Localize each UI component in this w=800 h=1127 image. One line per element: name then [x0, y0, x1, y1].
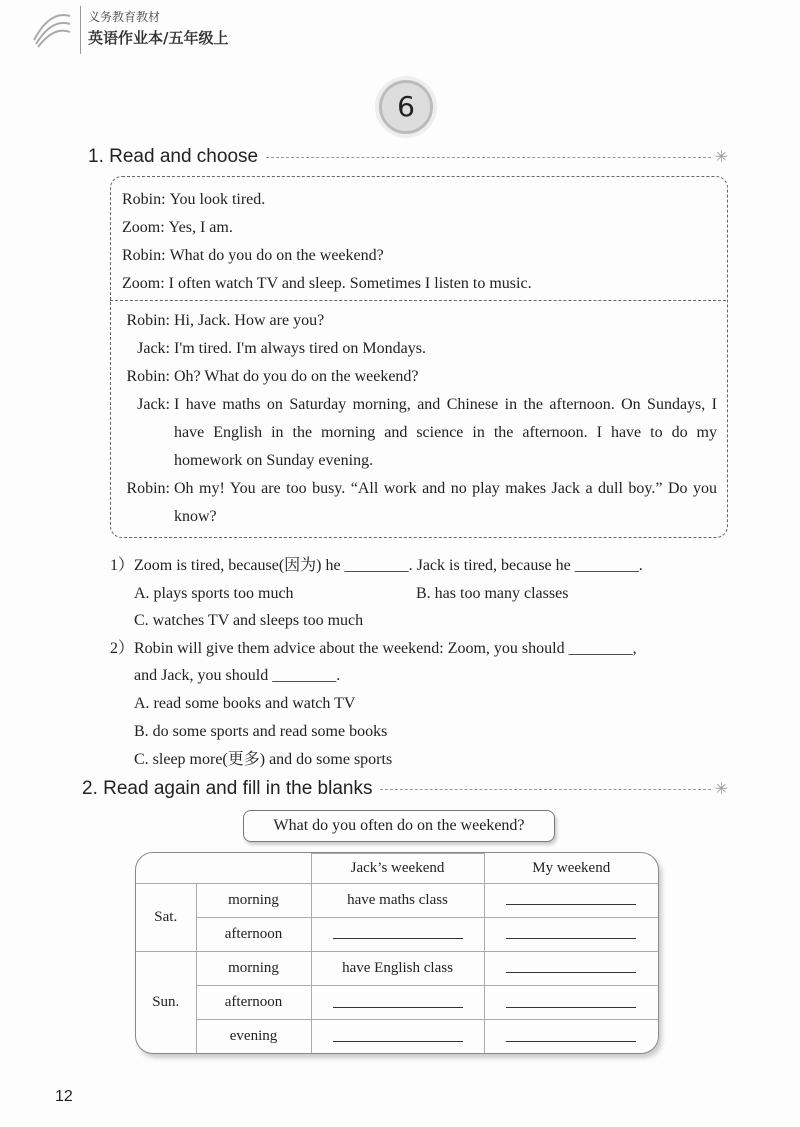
time-cell: afternoon [196, 917, 311, 951]
header-jack: Jack’s weekend [311, 854, 484, 884]
question-2-cont: and Jack, you should ________. [134, 667, 341, 684]
unit-number: 6 [379, 80, 433, 134]
speaker: Zoom: [122, 275, 165, 292]
time-cell: morning [196, 883, 311, 917]
table-row [136, 985, 658, 1019]
jack-blank[interactable] [311, 985, 484, 1019]
line-text: I'm tired. I'm always tired on Mondays. [174, 340, 426, 357]
book-title: 英语作业本/五年级上 [88, 29, 229, 47]
section-2-title: 2. Read again and fill in the blanks [82, 778, 373, 799]
table-row [136, 951, 658, 985]
q2-option-b: B. do some sports and read some books [134, 723, 388, 740]
table-row [136, 883, 658, 917]
q1-option-a: A. plays sports too much [134, 585, 294, 602]
q2-option-c: C. sleep more(更多) and do some sports [134, 751, 393, 768]
dialogue-line [122, 391, 717, 475]
dialogue-line [122, 214, 717, 242]
header-divider [80, 6, 81, 54]
q1-option-b: B. has too many classes [416, 585, 569, 602]
speaker: Robin: [126, 480, 170, 497]
weekend-table [135, 852, 659, 1054]
speaker: Zoom: [122, 219, 165, 236]
dialogue-2 [122, 307, 717, 531]
question-1: 1）Zoom is tired, because(因为) he ________. Jack is tired, because he ________. [110, 557, 643, 574]
speaker: Robin: [122, 191, 166, 208]
dialogue-divider [110, 300, 726, 301]
line-text: I have maths on Saturday morning, and Chinese in the afternoon. On Sundays, I have English in the morning and science in the afternoon. I have to do my homework on Sunday evening. [174, 396, 717, 469]
dialogue-line [122, 186, 717, 214]
jack-cell: have English class [311, 951, 484, 985]
q2-option-a: A. read some books and watch TV [134, 695, 356, 712]
star-icon: ✳ [714, 781, 728, 798]
publisher-logo-icon [30, 10, 72, 50]
line-text: What do you do on the weekend? [169, 247, 384, 264]
dialogue-line [122, 363, 717, 391]
table-row [136, 1020, 658, 1053]
table-row [136, 917, 658, 951]
line-text: Oh? What do you do on the weekend? [174, 368, 419, 385]
my-blank[interactable] [484, 883, 658, 917]
line-text: Yes, I am. [168, 219, 233, 236]
star-icon: ✳ [714, 149, 728, 166]
prompt-bubble: What do you often do on the weekend? [243, 810, 555, 842]
day-sat: Sat. [136, 883, 196, 951]
speaker: Jack: [137, 340, 170, 357]
section-1-title: 1. Read and choose [88, 146, 259, 167]
q1-option-c: C. watches TV and sleeps too much [134, 612, 364, 629]
time-cell: morning [196, 951, 311, 985]
jack-cell: have maths class [311, 883, 484, 917]
header-my: My weekend [484, 854, 658, 884]
line-text: Hi, Jack. How are you? [174, 312, 325, 329]
my-blank[interactable] [484, 951, 658, 985]
question-2: 2）Robin will give them advice about the weekend: Zoom, you should ________, [110, 640, 637, 657]
dialogue-line [122, 475, 717, 531]
series-label: 义务教育教材 [88, 10, 161, 24]
my-blank[interactable] [484, 985, 658, 1019]
speaker: Robin: [126, 312, 170, 329]
page-number: 12 [55, 1088, 73, 1105]
jack-blank[interactable] [311, 917, 484, 951]
line-text: Oh my! You are too busy. “All work and no play makes Jack a dull boy.” Do you know? [174, 480, 717, 525]
line-text: You look tired. [169, 191, 266, 208]
dialogue-line [122, 307, 717, 335]
speaker: Jack: [137, 396, 170, 413]
dialogue-line [122, 242, 717, 270]
dialogue-line [122, 270, 717, 298]
dialogue-1 [122, 186, 717, 298]
section-2-heading [82, 778, 728, 800]
my-blank[interactable] [484, 1020, 658, 1053]
dialogue-line [122, 335, 717, 363]
day-sun: Sun. [136, 951, 196, 1053]
line-text: I often watch TV and sleep. Sometimes I listen to music. [168, 275, 532, 292]
speaker: Robin: [126, 368, 170, 385]
my-blank[interactable] [484, 917, 658, 951]
speaker: Robin: [122, 247, 166, 264]
jack-blank[interactable] [311, 1020, 484, 1053]
time-cell: afternoon [196, 985, 311, 1019]
section-1-heading [88, 146, 728, 168]
time-cell: evening [196, 1020, 311, 1053]
